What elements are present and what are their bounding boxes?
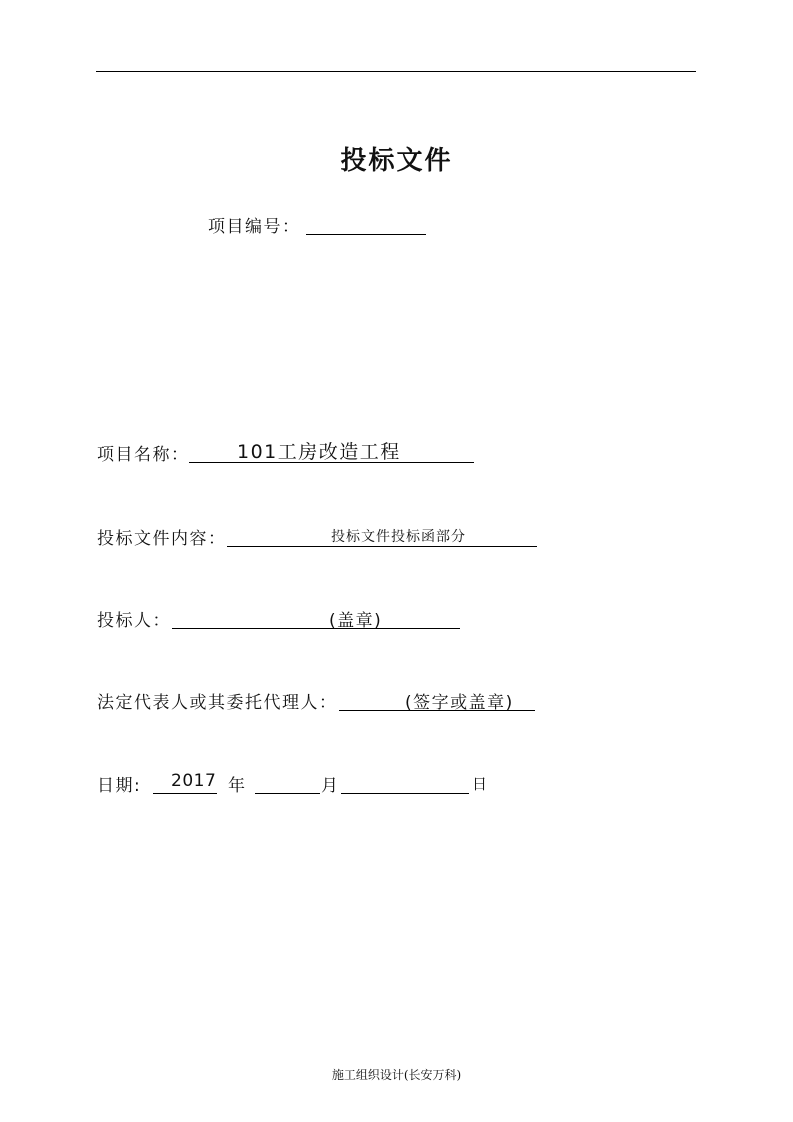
project-number-row: [208, 212, 448, 236]
content-value: 投标文件投标函部分: [331, 529, 466, 545]
project-number-label: 项目编号：: [208, 217, 301, 237]
content-row: [97, 524, 547, 548]
project-name-row: [97, 440, 487, 464]
header-rule: [96, 71, 696, 72]
legal-rep-row: [97, 688, 542, 712]
project-name-label: 项目名称：: [97, 445, 190, 465]
bidder-row: [97, 606, 467, 630]
month-unit: 月: [321, 776, 340, 796]
content-label: 投标文件内容：: [97, 529, 227, 549]
date-label: 日期:: [97, 776, 142, 796]
bidder-value: (盖章): [329, 611, 383, 631]
month-field[interactable]: [255, 771, 320, 794]
project-number-field[interactable]: [306, 212, 426, 235]
document-title: 投标文件: [340, 146, 453, 176]
page-footer: 施工组织设计(长安万科): [331, 1068, 462, 1082]
legal-rep-label: 法定代表人或其委托代理人：: [97, 693, 338, 713]
bidder-label: 投标人：: [97, 611, 171, 631]
day-field[interactable]: [341, 771, 469, 794]
day-unit: 日: [472, 775, 489, 793]
bidder-field[interactable]: [172, 606, 460, 629]
year-unit: 年: [228, 776, 247, 796]
year-value: 2017: [171, 771, 217, 791]
legal-rep-value: (签字或盖章): [405, 693, 514, 713]
date-row: [97, 771, 497, 795]
project-name-value: 101工房改造工程: [237, 441, 401, 463]
